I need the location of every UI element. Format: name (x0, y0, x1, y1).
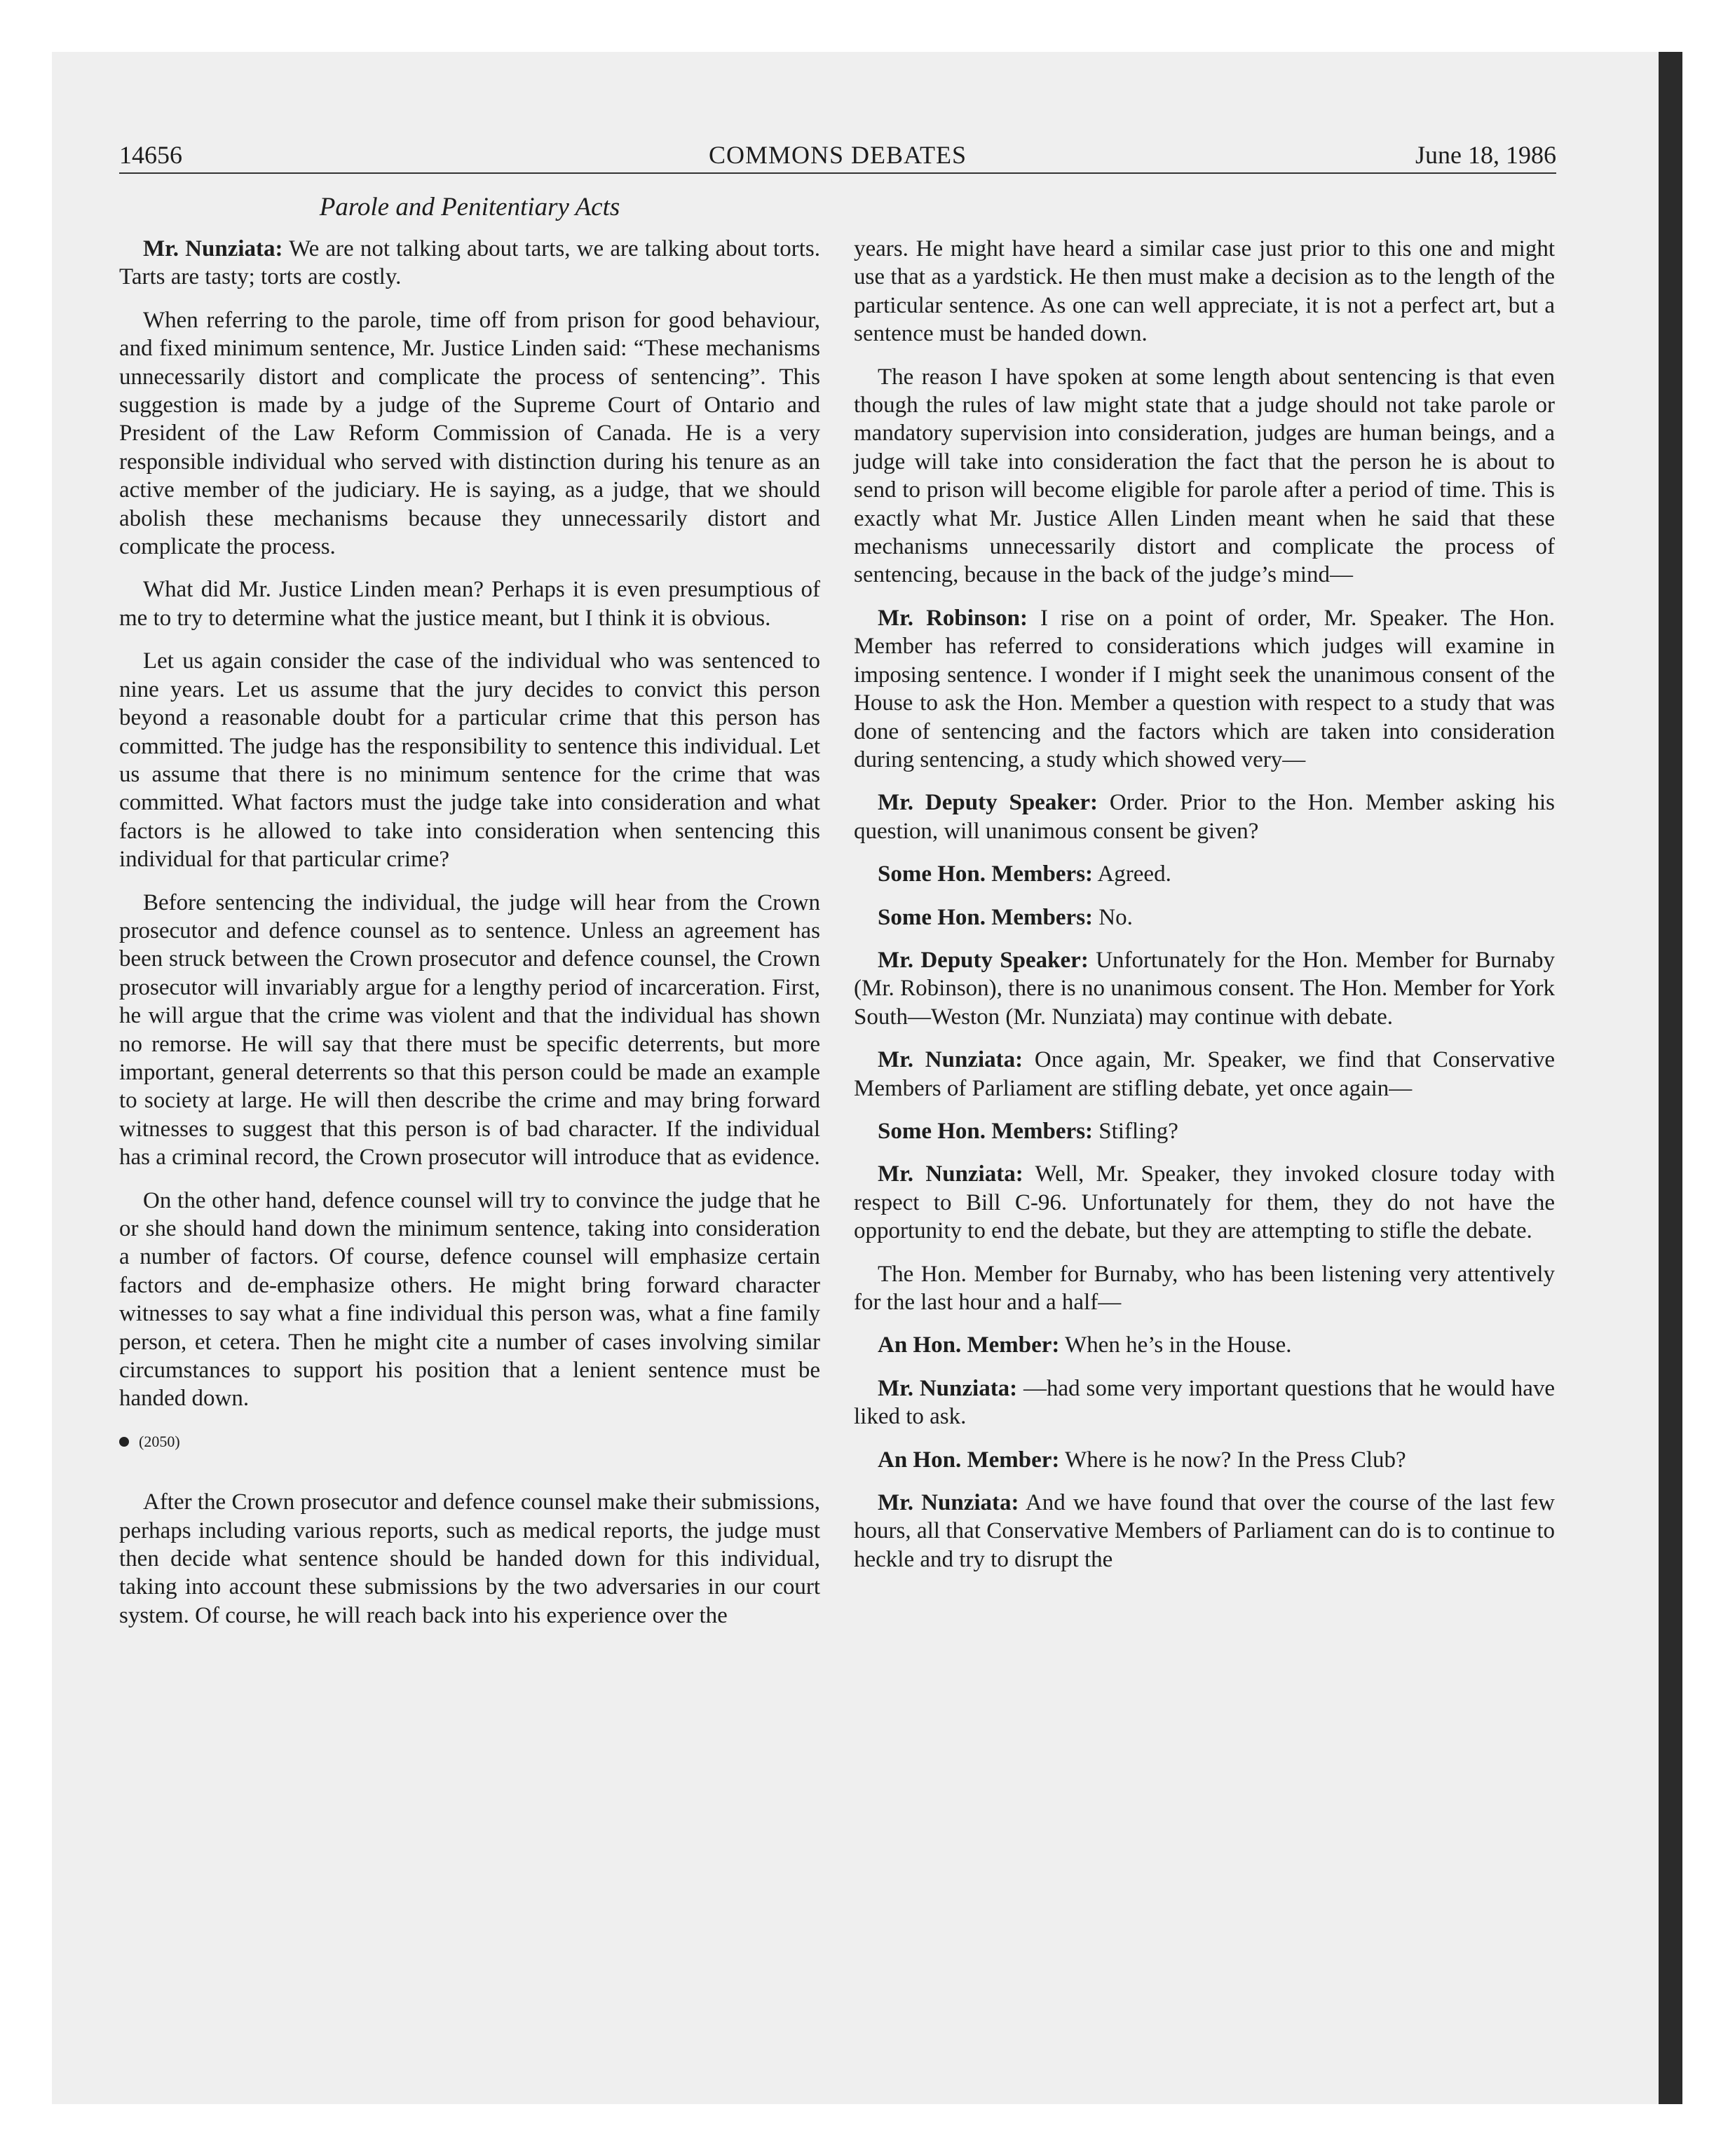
paragraph-text: The Hon. Member for Burnaby, who has been listening very attentively for the last hour and a half— (854, 1261, 1555, 1315)
speaker-name: Mr. Nunziata: (143, 236, 283, 261)
speaker-name: An Hon. Member: (878, 1447, 1060, 1473)
paragraph (854, 1331, 1555, 1359)
paragraph (854, 860, 1555, 888)
issue-date: June 18, 1986 (1415, 141, 1556, 169)
paragraph (854, 1374, 1555, 1431)
scan-edge (1659, 52, 1682, 2104)
speaker-name: An Hon. Member: (878, 1332, 1060, 1358)
paragraph-text: Once again, Mr. Speaker, we find that Conservative Members of Parliament are stifling debate, yet once again— (854, 1047, 1555, 1101)
paragraph-text: When referring to the parole, time off from prison for good behaviour, and fixed minimum sentence, Mr. Justice Linden said: “These mechanisms unnecessarily distort and complicate the process of sentencing”. This suggestion is made by a judge of the Supreme Court of Ontario and President of the Law Reform Commission of Canada. He is a very responsible individual who served with distinction during his tenure as an active member of the judiciary. He is saying, as a judge, that we should abolish these mechanisms because they unnecessarily distort and complicate the process. (119, 307, 820, 560)
speaker-name: Mr. Deputy Speaker: (878, 947, 1089, 973)
time-marker (119, 1428, 820, 1456)
paragraph-text: Unfortunately for the Hon. Member for Burnaby (Mr. Robinson), there is no unanimous consent. The Hon. Member for York South—Weston (Mr. Nunziata) may continue with debate. (854, 947, 1555, 1030)
paragraph (854, 946, 1555, 1031)
speaker-name: Mr. Nunziata: (878, 1161, 1023, 1187)
paragraph (854, 789, 1555, 845)
paragraph-text: —had some very important questions that he would have liked to ask. (854, 1375, 1555, 1430)
paragraph-text: Order. Prior to the Hon. Member asking his question, will unanimous consent be given? (854, 790, 1555, 844)
paragraph (119, 889, 820, 1172)
time-marker-label: (2050) (139, 1432, 180, 1450)
paragraph (119, 306, 820, 561)
publication-title: COMMONS DEBATES (708, 141, 967, 169)
speaker-name: Mr. Nunziata: (878, 1375, 1018, 1401)
paragraph (119, 647, 820, 873)
subject-heading: Parole and Penitentiary Acts (319, 193, 620, 221)
paragraph-text: I rise on a point of order, Mr. Speaker. The Hon. Member has referred to considerations which judges will examine in imposing sentence. I wonder if I might seek the unanimous consent of the House to ask the Hon. Member a question with respect to a study that was done of sentencing and the factors which are taken into consideration during sentencing, a study which showed very— (854, 605, 1555, 772)
paragraph-text: No. (1093, 904, 1133, 930)
speaker-name: Some Hon. Members: (878, 861, 1094, 887)
paragraph-text: And we have found that over the course of the last few hours, all that Conservative Members of Parliament can do is to continue to heckle and try to disrupt the (854, 1490, 1555, 1572)
paragraph (119, 1187, 820, 1413)
speaker-name: Mr. Nunziata: (878, 1490, 1019, 1516)
paragraph-text: What did Mr. Justice Linden mean? Perhaps it is even presumptious of me to try to determine what the justice meant, but I think it is obvious. (119, 577, 820, 631)
right-column (854, 235, 1555, 1588)
paragraph-text: On the other hand, defence counsel will try to convince the judge that he or she should hand down the minimum sentence, taking into consideration a number of factors. Of course, defence counsel will emphasize certain factors and de-emphasize others. He might bring forward character witnesses to say what a fine individual this person was, what a fine family person, et cetera. Then he might cite a number of cases involving similar circumstances to support his position that a lenient sentence must be handed down. (119, 1187, 820, 1412)
running-header (119, 137, 1556, 174)
paragraph-text: years. He might have heard a similar case just prior to this one and might use that as a yardstick. He then must make a decision as to the length of the particular sentence. As one can well appreciate, it is not a perfect art, but a sentence must be handed down. (854, 236, 1555, 347)
bullet-icon (119, 1437, 129, 1447)
speaker-name: Mr. Deputy Speaker: (878, 790, 1098, 816)
paragraph (854, 903, 1555, 932)
page-number: 14656 (119, 141, 182, 169)
paragraph-text: After the Crown prosecutor and defence counsel make their submissions, perhaps including various reports, such as medical reports, the judge must then decide what sentence should be handed down for this individual, taking into account these submissions by the two adversaries in our court system. Of course, he will reach back into his experience over the (119, 1489, 820, 1628)
paragraph-text: The reason I have spoken at some length about sentencing is that even though the rules of law might state that a judge should not take parole or mandatory supervision into consideration, judges are human beings, and a judge will take into consideration the fact that the person he is about to send to prison will become eligible for parole after a period of time. This is exactly what Mr. Justice Allen Linden meant when he said that these mechanisms unnecessarily distort and complicate the process of sentencing, because in the back of the judge’s mind— (854, 364, 1555, 588)
paragraph (854, 235, 1555, 348)
speaker-name: Some Hon. Members: (878, 904, 1094, 930)
paragraph (854, 604, 1555, 774)
paragraph-text: Stifling? (1093, 1118, 1178, 1144)
speaker-name: Some Hon. Members: (878, 1118, 1094, 1144)
paragraph (854, 363, 1555, 589)
paragraph (854, 1260, 1555, 1317)
paragraph-text: When he’s in the House. (1059, 1332, 1292, 1358)
left-column (119, 235, 820, 1644)
paragraph-text: Before sentencing the individual, the judge will hear from the Crown prosecutor and defence counsel as to sentence. Unless an agreement has been struck between the Crown prosecutor and defence counsel, the Crown prosecutor will invariably argue for a lengthy period of incarceration. First, he will argue that the crime was violent and that the individual has shown no remorse. He will say that there must be specific deterrents, but more important, general deterrents so that this person could be made an example to society at large. He will then describe the crime and may bring forward witnesses to suggest that this person is of bad character. If the individual has a criminal record, the Crown prosecutor will introduce that as evidence. (119, 889, 820, 1171)
paragraph (854, 1160, 1555, 1245)
paragraph (854, 1117, 1555, 1145)
paragraph-text: We are not talking about tarts, we are talking about torts. Tarts are tasty; torts are costly. (119, 236, 820, 290)
paragraph-text: Where is he now? In the Press Club? (1059, 1447, 1406, 1473)
speaker-name: Mr. Nunziata: (878, 1047, 1023, 1073)
paragraph (854, 1446, 1555, 1474)
paragraph (119, 575, 820, 632)
speaker-name: Mr. Robinson: (878, 605, 1028, 631)
paragraph-text: Let us again consider the case of the individual who was sentenced to nine years. Let us assume that the jury decides to convict this person beyond a reasonable doubt for a particular crime that this person has committed. The judge has the responsibility to sentence this individual. Let us assume that there is no minimum sentence for the crime that was committed. What factors must the judge take into consideration and what factors is he allowed to take into consideration when sentencing this individual for that particular crime? (119, 648, 820, 873)
paragraph (119, 235, 820, 292)
paragraph (854, 1046, 1555, 1103)
paragraph (119, 1488, 820, 1630)
paragraph (854, 1489, 1555, 1574)
paragraph-text: Agreed. (1093, 861, 1171, 887)
paragraph-text: Well, Mr. Speaker, they invoked closure today with respect to Bill C-96. Unfortunately for them, they do not have the opportunity to end the debate, but they are attempting to stifle the debate. (854, 1161, 1555, 1244)
